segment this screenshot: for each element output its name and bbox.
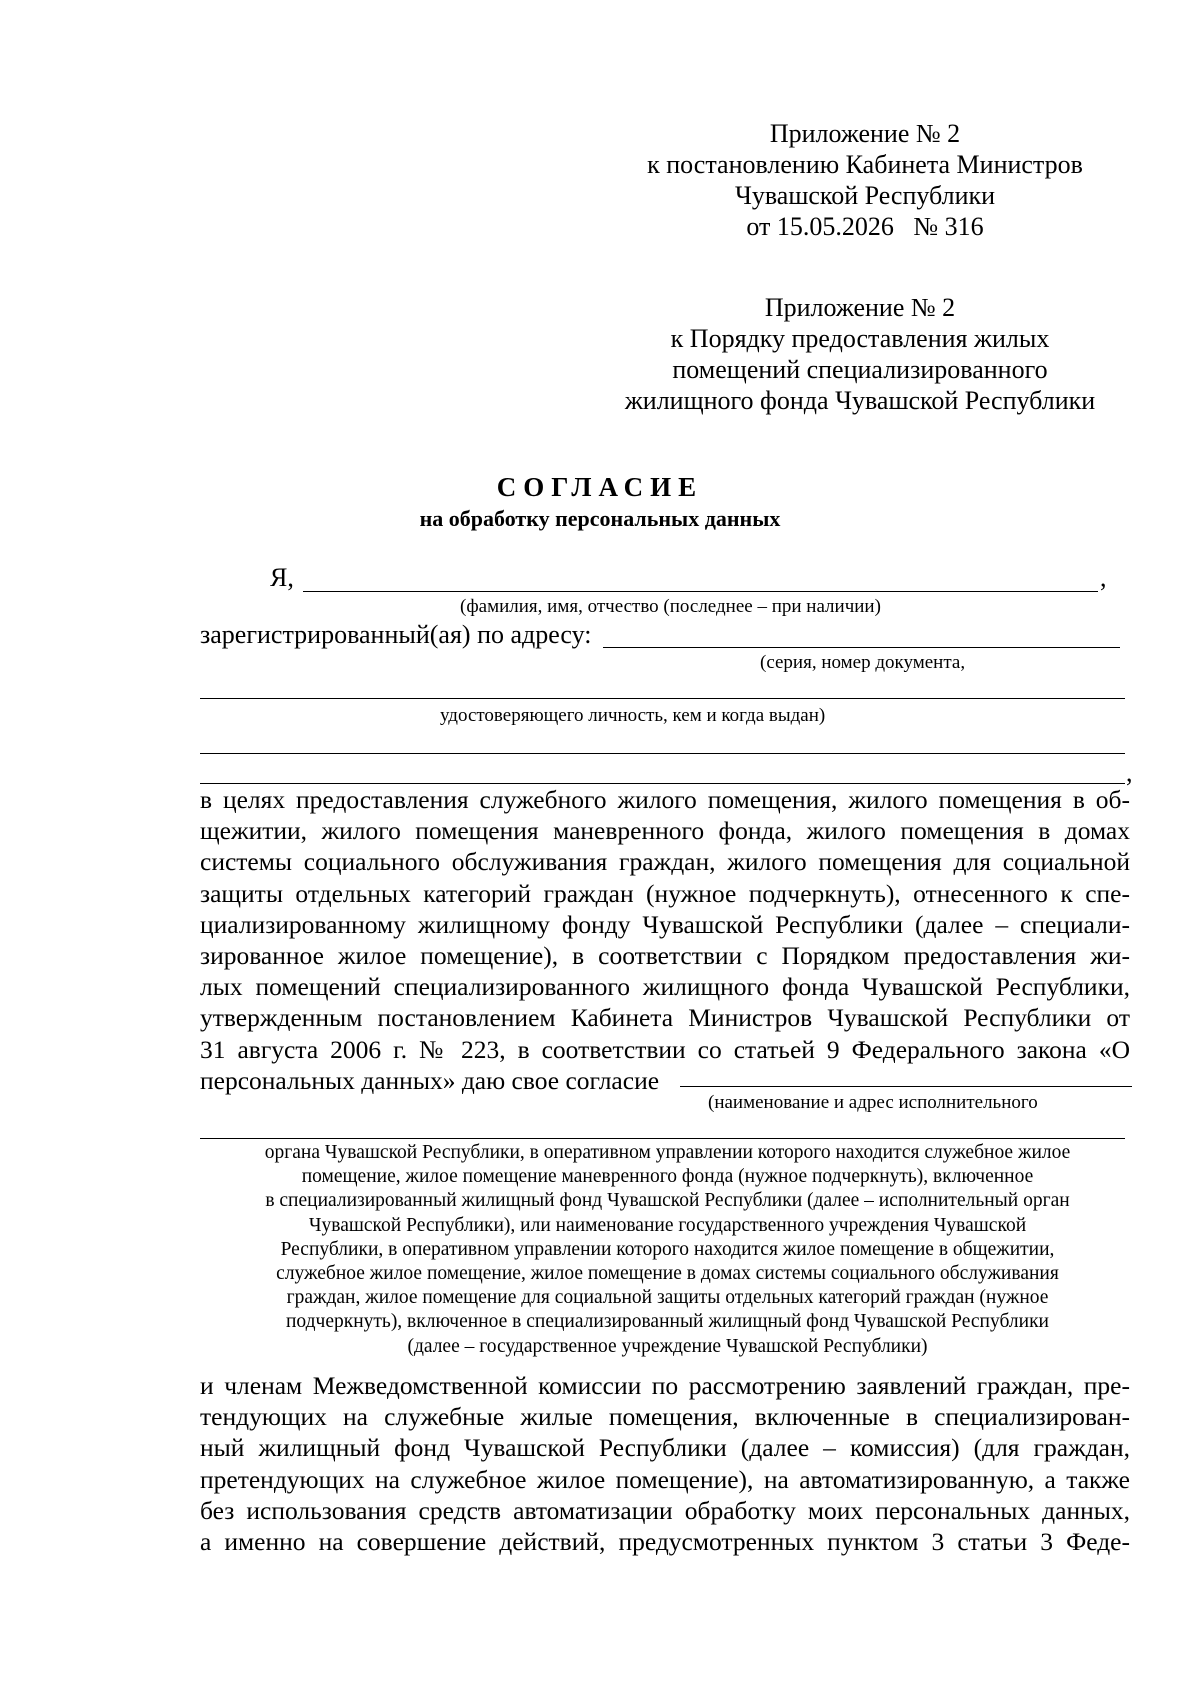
paragraph-line: лых помещений специализированного жилищного фонда Чувашской Республики,	[200, 972, 1130, 1002]
address-blank-line[interactable]	[603, 647, 1120, 648]
org-caption: (наименование и адрес исполнительного	[708, 1092, 1038, 1113]
doc-caption-2: удостоверяющего личность, кем и когда выдан)	[440, 705, 826, 726]
appendix-header-procedure	[600, 292, 1120, 416]
doc-blank-line-2[interactable]	[200, 753, 1125, 754]
document-title: СОГЛАСИЕ	[496, 472, 704, 502]
caption-line: помещение, жилое помещение маневренного фонда (нужное подчеркнуть), включенное	[301, 1166, 1034, 1188]
org-caption-block	[195, 1141, 1140, 1359]
paragraph-line: без использования средств автоматизации обработку моих персональных данных,	[200, 1495, 1130, 1525]
header-line: к Порядку предоставления жилых	[670, 324, 1050, 353]
caption-line: органа Чувашской Республики, в оперативном управлении которого находится служебное жилое	[264, 1142, 1071, 1163]
address-label: зарегистрированный(ая) по адресу:	[200, 620, 592, 649]
caption-line: служебное жилое помещение, жилое помещение в домах системы социального обслуживания	[276, 1263, 1059, 1285]
header-line: к постановлению Кабинета Министров	[647, 150, 1083, 179]
consent-paragraph-2	[200, 1370, 1130, 1557]
header-line: помещений специализированного	[672, 355, 1048, 384]
caption-line: Республики, в оперативном управлении которого находится жилое помещение в общежитии,	[280, 1238, 1055, 1260]
paragraph-line: в целях предоставления служебного жилого помещения, жилого помещения в об-	[200, 785, 1130, 814]
caption-line: в специализированный жилищный фонд Чувашской Республики (далее – исполнительный орган	[265, 1190, 1070, 1212]
doc-comma: ,	[1126, 758, 1133, 787]
consent-paragraph-1	[200, 784, 1130, 1096]
paragraph-line: щежитии, жилого помещения маневренного фонда, жилого помещения в домах	[200, 816, 1130, 846]
header-line: Чувашской Республики	[734, 181, 996, 210]
paragraph-line: защиты отдельных категорий граждан (нужное подчеркнуть), отнесенного к спе-	[200, 878, 1130, 908]
paragraph-line: утвержденным постановлением Кабинета Министров Чувашской Республики от	[200, 1003, 1130, 1033]
header-line: Приложение № 2	[764, 293, 956, 322]
caption-line: Чувашской Республики), или наименование государственного учреждения Чувашской	[308, 1214, 1027, 1236]
org-blank-line-2[interactable]	[200, 1138, 1125, 1139]
paragraph-line: персональных данных» даю свое согласие	[200, 1065, 660, 1095]
document-subtitle: на обработку персональных данных	[419, 506, 781, 531]
header-line: Приложение № 2	[769, 119, 961, 148]
caption-line: граждан, жилое помещение для социальной защиты отдельных категорий граждан (нужное	[286, 1287, 1049, 1309]
fio-blank-line[interactable]	[303, 591, 1098, 592]
header-line: жилищного фонда Чувашской Республики	[624, 386, 1096, 415]
appendix-header-decree	[610, 118, 1120, 242]
paragraph-line: зированное жилое помещение), в соответствии с Порядком предоставления жи-	[200, 941, 1130, 971]
doc-caption-1: (серия, номер документа,	[760, 652, 966, 673]
doc-blank-line-1[interactable]	[200, 698, 1125, 699]
paragraph-line: а именно на совершение действий, предусмотренных пунктом 3 статьи 3 Феде-	[200, 1527, 1130, 1557]
paragraph-line: ный жилищный фонд Чувашской Республики (далее – комиссия) (для граждан,	[200, 1433, 1130, 1463]
paragraph-line: 31 августа 2006 г. № 223, в соответствии со статьей 9 Федерального закона «О	[200, 1034, 1130, 1064]
fio-caption: (фамилия, имя, отчество (последнее – при наличии)	[460, 596, 881, 617]
paragraph-line: циализированному жилищному фонду Чувашской Республики (далее – специали-	[200, 909, 1130, 939]
caption-line: подчеркнуть), включенное в специализированный жилищный фонд Чувашской Республики	[285, 1311, 1049, 1333]
i-label: Я,	[270, 563, 294, 592]
org-blank-line[interactable]	[680, 1086, 1132, 1087]
header-line: от 15.05.2026 № 316	[746, 212, 984, 241]
paragraph-line: претендующих на служебное жилое помещение), на автоматизированную, а также	[200, 1464, 1130, 1494]
fio-comma: ,	[1100, 563, 1107, 592]
caption-line: (далее – государственное учреждение Чувашской Республики)	[407, 1335, 928, 1357]
paragraph-line: и членам Межведомственной комиссии по рассмотрению заявлений граждан, пре-	[200, 1371, 1130, 1400]
paragraph-line: тендующих на служебные жилые помещения, включенные в специализирован-	[200, 1402, 1130, 1432]
paragraph-line: системы социального обслуживания граждан, жилого помещения для социальной	[200, 847, 1130, 877]
